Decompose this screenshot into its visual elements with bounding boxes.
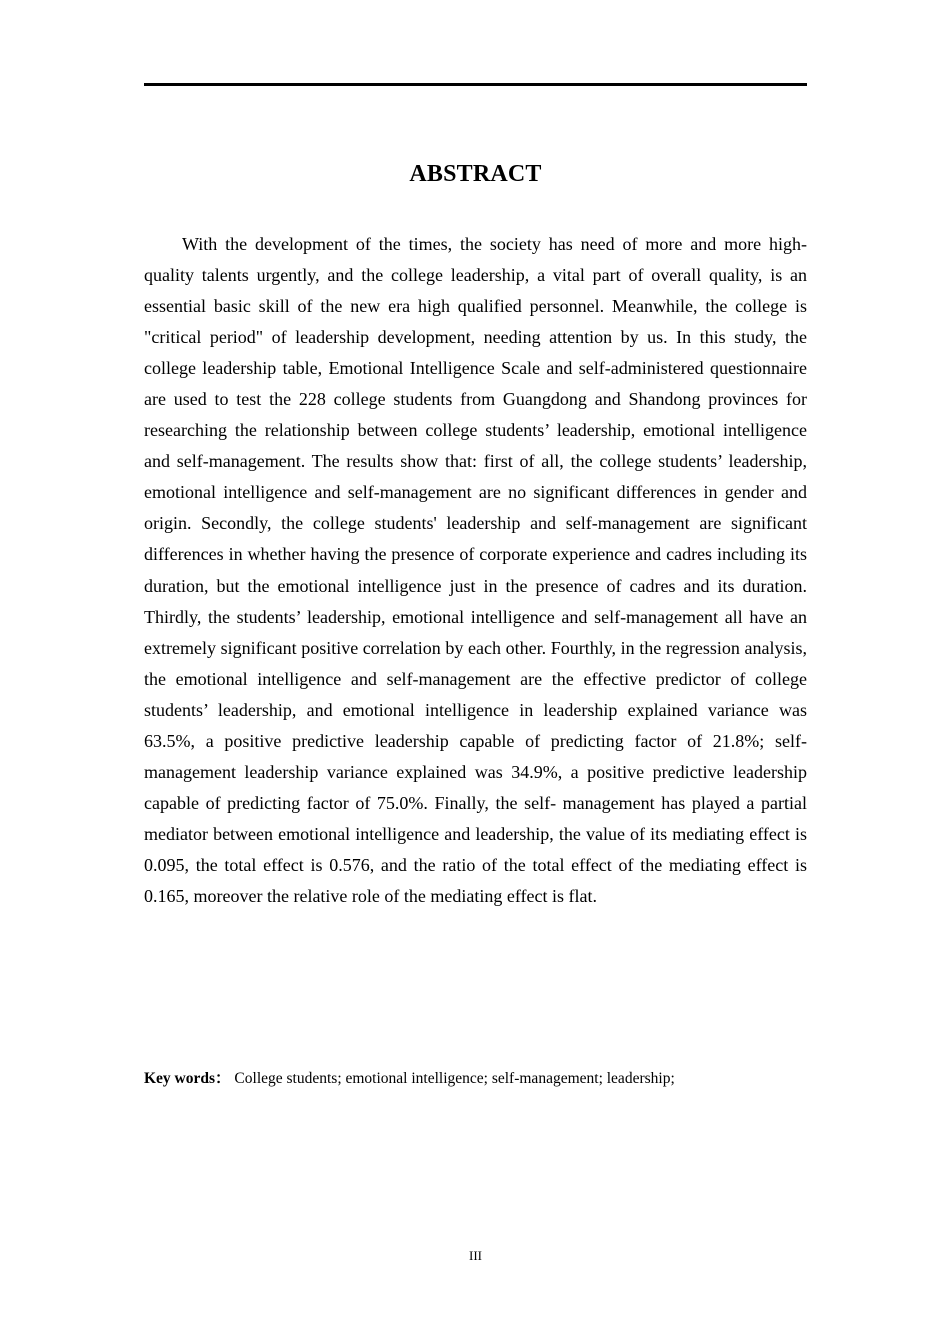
header-rule — [144, 83, 807, 86]
keywords-label: Key words： — [144, 1070, 231, 1087]
keywords-line — [144, 1068, 807, 1090]
keywords-text: College students; emotional intelligence; self-management; leadership; — [234, 1070, 675, 1087]
page-number: III — [469, 1248, 482, 1263]
abstract-title: ABSTRACT — [409, 161, 542, 187]
abstract-body: With the development of the times, the society has need of more and more high-quality talents urgently, and the college leadership, a vital part of overall quality, is an essential basic skill of the new era high qualified personnel. Meanwhile, the college is "critical period" of leadership development, needing attention by us. In this study, the college leadership table, Emotional Intelligence Scale and self-administered questionnaire are used to test the 228 college students from Guangdong and Shandong provinces for researching the relationship between college students’ leadership, emotional intelligence and self-management. The results show that: first of all, the college students’ leadership, emotional intelligence and self-management are no significant differences in gender and origin. Secondly, the college students' leadership and self-management are significant differences in whether having the presence of corporate experience and cadres including its duration, but the emotional intelligence just in the presence of cadres and its duration. Thirdly, the students’ leadership, emotional intelligence and self-management all have an extremely significant positive correlation by each other. Fourthly, in the regression analysis, the emotional intelligence and self-management are the effective predictor of college students’ leadership, and emotional intelligence in leadership explained variance was 63.5%, a positive predictive leadership capable of predicting factor of 21.8%; self-management leadership variance explained was 34.9%, a positive predictive leadership capable of predicting factor of 75.0%. Finally, the self- management has played a partial mediator between emotional intelligence and leadership, the value of its mediating effect is 0.095, the total effect is 0.576, and the ratio of the total effect of the mediating effect is 0.165, moreover the relative role of the mediating effect is flat. — [144, 234, 807, 906]
